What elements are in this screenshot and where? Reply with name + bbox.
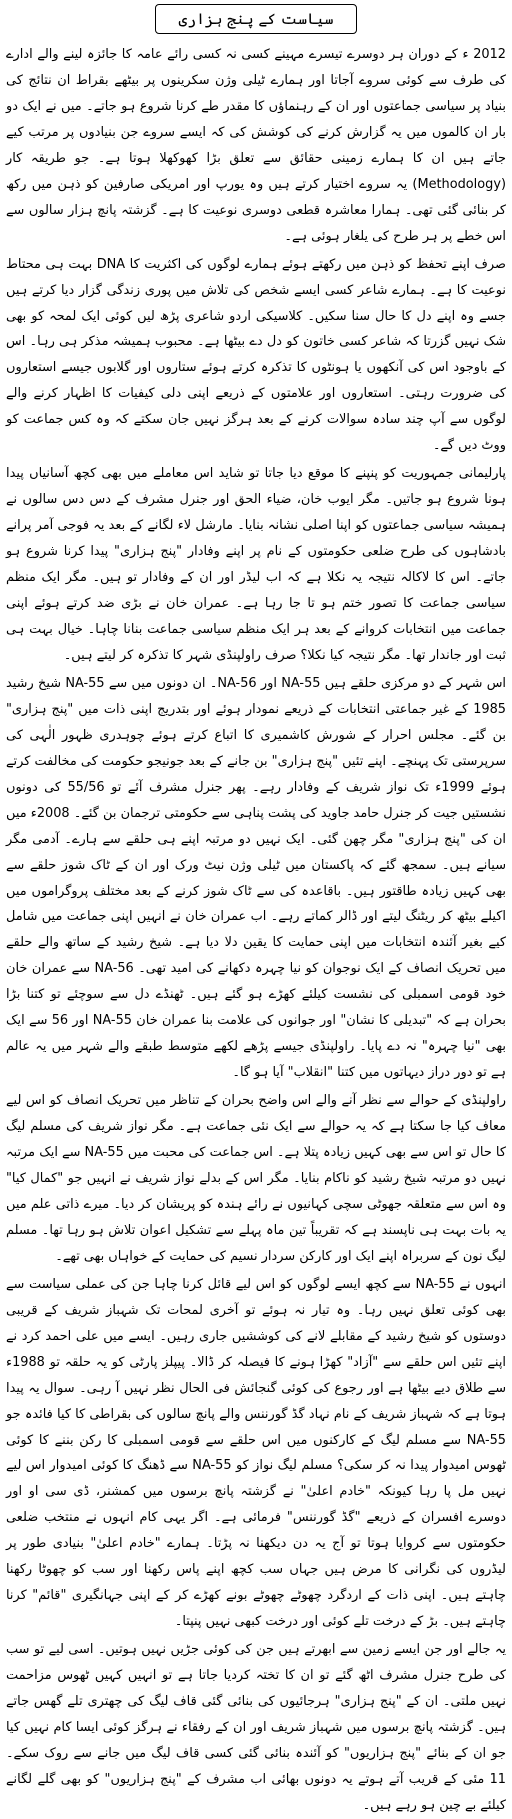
headline-box (155, 4, 357, 34)
headline: سیاست کے پنج ہزاری (178, 10, 334, 28)
paragraph: یہ جالے اور جن ایسے زمین سے ابھرتے ہیں جن کی کوئی جڑیں نہیں ہوتیں۔ اسی لیے تو سب کی طرح جنرل مشرف اٹھ گئے تو ان کا تختہ کردیا جاتا ہے تو انہیں کہیں ٹھوس مزاحمت نہیں ملتی۔ ان کے "پنج ہزاری" ہرجائیوں کی بنائی گئی قاف لیگ کی چھتری تلے گھس جاتے ہیں۔ گزشتہ پانچ برسوں میں شہباز شریف اور ان کے رفقاء نے ہرگز کوئی ایسا کام نہیں کیا جو ان کے بنائے "پنج ہزاریوں" کو آئندہ بنائی گئی کسی قاف لیگ میں جانے سے روک سکے۔ 11 مئی کے قریب آتے ہوتے یہ دونوں بھائی اب مشرف کے "پنج ہزاریوں" کو بھی گلے لگانے کیلئے بے چین ہو رہے ہیں۔ (6, 1642, 506, 1813)
paragraph: انہوں نے NA-55 سے کچھ ایسے لوگوں کو اس لیے قائل کرنا چاہا جن کی عملی سیاست سے بھی کوئی تعلق نہیں رہا۔ وہ تیار نہ ہوئے تو آخری لمحات تک شہباز شریف کے قریبی دوستوں کو شیخ رشید کے مقابلے لانے کی کوششیں جاری رہیں۔ ایسے میں علی احمد کرد نے اپنے تئیں اس حلقے سے "آزاد" کھڑا ہونے کا فیصلہ کر ڈالا۔ پیپلز پارٹی کو یہ حلقہ تو 1988ء سے طلاق دیے بیٹھا ہے اور رجوع کی کوئی گنجائش فی الحال نظر نہیں آ رہی۔ سوال یہ پیدا ہوتا ہے کہ شہباز شریف کے نام نہاد گڈ گورننس والے پانچ سالوں کی بقراطی کا کیا فائدہ جو NA-55 سے مسلم لیگ کے کارکنوں میں اس حلقے سے قومی اسمبلی کا رکن بننے کا کوئی ٹھوس امیدوار پیدا نہ کر سکی؟ مسلم لیگ نواز کو NA-55 سے ڈھنگ کا کوئی امیدوار اس لیے نہیں مل پا رہا کیونکہ "خادم اعلیٰ" نے گزشتہ پانچ برسوں میں کمشنر، ڈی سی او اور دوسرے افسران کے ذریعے "گڈ گورننس" فرمائی ہے۔ اگر یہی کام انہوں نے منتخب ضلعی حکومتوں سے کروایا ہوتا تو آج یہ دن دیکھنا نہ پڑتا۔ ہمارے "خادم اعلیٰ" بنیادی طور پر لیڈروں کی نگرانی کا مرض ہیں جہاں سب کچھ اپنے پاس رکھنا اور سب کو چھوٹا رکھنا چاہتے ہیں۔ اپنی ذات کے اردگرد چھوٹے چھوٹے بونے کھڑے کر کے اپنی جہانگیری "قائم" کرنا چاہتے ہیں۔ بڑ کے درخت تلے کوئی اور درخت کبھی نہیں پنپتا۔ (6, 1276, 506, 1630)
paragraph: صرف اپنے تحفظ کو ذہن میں رکھتے ہوئے ہمارے لوگوں کی اکثریت کا DNA بہت ہی محتاط نوعیت کا ہے۔ ہمارے شاعر کسی ایسے شخص کی تلاش میں پوری زندگی گزار دیا کرتے ہیں جسے وہ اپنے دل کا حال سنا سکیں۔ کلاسیکی اردو شاعری پڑھ لیں کوئی ایک لمحہ کو بھی شک نہیں گزرتا کہ شاعر کسی خاتون کو دل دے بیٹھا ہے۔ محبوب ہمیشہ مذکر ہی رہا۔ اس کے باوجود اس کی آنکھوں یا ہونٹوں کا تذکرہ کرتے ہوئے ستاروں اور گلابوں جیسے استعاروں کی ضرورت رہتی۔ استعاروں اور علامتوں کے ذریعے اپنی دلی کیفیات کا اظہار کرنے والے لوگوں سے آپ چند سادہ سوالات کرنے کے بعد ہرگز نہیں جان سکتے کہ وہ کس جماعت کو ووٹ دیں گے۔ (6, 256, 506, 454)
paragraph: 2012 ء کے دوران ہر دوسرے تیسرے مہینے کسی نہ کسی رائے عامہ کا جائزہ لینے والے ادارے کی طرف سے کوئی سروے آجاتا اور ہمارے ٹیلی وژن سکرینوں پر بیٹھے بقراط ان نتائج کی بنیاد پر سیاسی جماعتوں اور ان کے رہنماؤں کا مقدر طے کرنا شروع ہو جاتے۔ میں نے ایک دو بار ان کالموں میں یہ گزارش کرنے کی کوشش کی کہ ایسے سروے جن بنیادوں پر مرتب کیے جاتے ہیں ان کا ہمارے زمینی حقائق سے تعلق بڑا کھوکھلا ہوتا ہے۔ جو طریقہ کار (Methodology) یہ سروے اختیار کرتے ہیں وہ یورپ اور امریکی صارفین کو ذہن میں رکھ کر بنائی گئی تھی۔ ہمارا معاشرہ قطعی دوسری نوعیت کا ہے۔ گزشتہ پانچ ہزار سالوں سے اس خطے پر ہر طرح کی یلغار ہوئی ہے۔ (6, 47, 506, 244)
article-body (6, 42, 506, 1819)
paragraph: اس شہر کے دو مرکزی حلقے ہیں NA-55 اور NA-56۔ ان دونوں میں سے NA-55 شیخ رشید 1985 کے غیر جماعتی انتخابات کے ذریعے نمودار ہوئے اور بتدریج اپنی ذات میں "پنج ہزاری" بن گئے۔ مجلس احرار کے شورش کاشمیری کا اتباع کرتے ہوئے چوہدری ظہور الٰہی کی سرپرستی تک پہنچے۔ اپنے تئیں "پنج ہزاری" بن جانے کے بعد جونیجو حکومت کی مخالفت کرتے ہوئے 1999ء تک نواز شریف کے وفادار رہے۔ پھر جنرل مشرف آئے تو 55/56 کی دونوں نشستیں جیت کر جنرل حامد جاوید کی پشت پناہی سے حکومتی ترجمان بن گئے۔ 2008ء میں ان کی "پنج ہزاری" مگر چھن گئی۔ ایک نہیں دو مرتبہ اپنے ہی حلقے سے ہارے۔ آدمی مگر سیانے ہیں۔ سمجھ گئے کہ پاکستان میں ٹیلی وژن نیٹ ورک اور ان کے ٹاک شوز حلقے سے بھی کہیں زیادہ طاقتور ہیں۔ باقاعدہ کی سے ٹاک شوز کرنے کے بعد مختلف پروگراموں میں اکیلے بیٹھ کر ریٹنگ لیتے اور ڈالر کماتے رہے۔ اب عمران خان نے انہیں اپنی جماعت میں شامل کیے بغیر آئندہ انتخابات میں اپنی حمایت کا یقین دلا دیا ہے۔ شیخ رشید کے ساتھ والے حلقے میں تحریک انصاف کے ایک نوجوان کو نیا چہرہ دکھانے کی امید تھی۔ NA-56 سے عمران خان خود قومی اسمبلی کی نشست کیلئے کھڑے ہو گئے ہیں۔ ٹھنڈے دل سے سوچئے تو کتنا بڑا بحران ہے کہ "تبدیلی کا نشان" اور جوانوں کی علامت بنا عمران خان NA-55 اور 56 سے ایک بھی "نیا چہرہ" نہ دے پایا۔ راولپنڈی جیسے پڑھے لکھے متوسط طبقے والے شہر میں یہ عالم ہے تو دور دراز دیہاتوں میں کتنا "انقلاب" آیا ہو گا۔ (6, 675, 507, 1081)
paragraph: پارلیمانی جمہوریت کو پنپنے کا موقع دیا جاتا تو شاید اس معاملے میں بھی کچھ آسانیاں پیدا ہونا شروع ہو جاتیں۔ مگر ایوب خان، ضیاء الحق اور جنرل مشرف کے دس دس سالوں نے ہمیشہ سیاسی جماعتوں کو اپنا اصلی نشانہ بنایا۔ مارشل لاء لگانے کے بعد یہ فوجی آمر پرانے بادشاہوں کی طرح ضلعی حکومتوں کے نام پر اپنے وفادار "پنج ہزاری" پیدا کرنا شروع ہو جاتے۔ اس کا لاکالہ نتیجہ یہ نکلا ہے کہ اب لیڈر اور ان کے وفادار تو ہیں۔ مگر ایک منظم سیاسی جماعت کا تصور ختم ہو تا جا رہا ہے۔ عمران خان نے بڑی ضد کرتے ہوئے اپنی جماعت میں انتخابات کروانے کے بعد ہر ایک منظم سیاسی جماعت بنانا چاہا۔ خیال بہت ہی ثبت اور جاندار تھا۔ مگر نتیجہ کیا نکلا؟ صرف راولپنڈی شہر کا تذکرہ کر لیتے ہیں۔ (6, 466, 506, 663)
paragraph: راولپنڈی کے حوالے سے نظر آنے والے اس واضح بحران کے تناظر میں تحریک انصاف کو اس لیے معاف کیا جا سکتا ہے کہ یہ حوالے سے ایک نئی جماعت ہے۔ مگر نواز شریف کی مسلم لیگ کا حال تو اس سے بھی کہیں زیادہ پتلا ہے۔ اس جماعت کی محبت میں NA-55 سے ایک مرتبہ نہیں دو مرتبہ شیخ رشید کو ناکام بنایا۔ مگر اس کے بدلے نواز شریف نے انہیں جو "کمال کیا" وہ اس سے متعلقہ جھوٹی سچی کہانیوں نے رائے ہندہ کو پریشان کر دیا۔ میرے ذاتی علم میں یہ بات بہت ہی ناپسند ہے کہ تقریباً تین ماہ پہلے سے تشکیل اعوان تلاش ہو رہا تھا۔ مسلم لیگ نون کے سربراہ اپنے ایک اور کارکن سردار نسیم کی حمایت کے خواہاں بھی تھے۔ (6, 1093, 506, 1264)
article-column (6, 4, 507, 1813)
